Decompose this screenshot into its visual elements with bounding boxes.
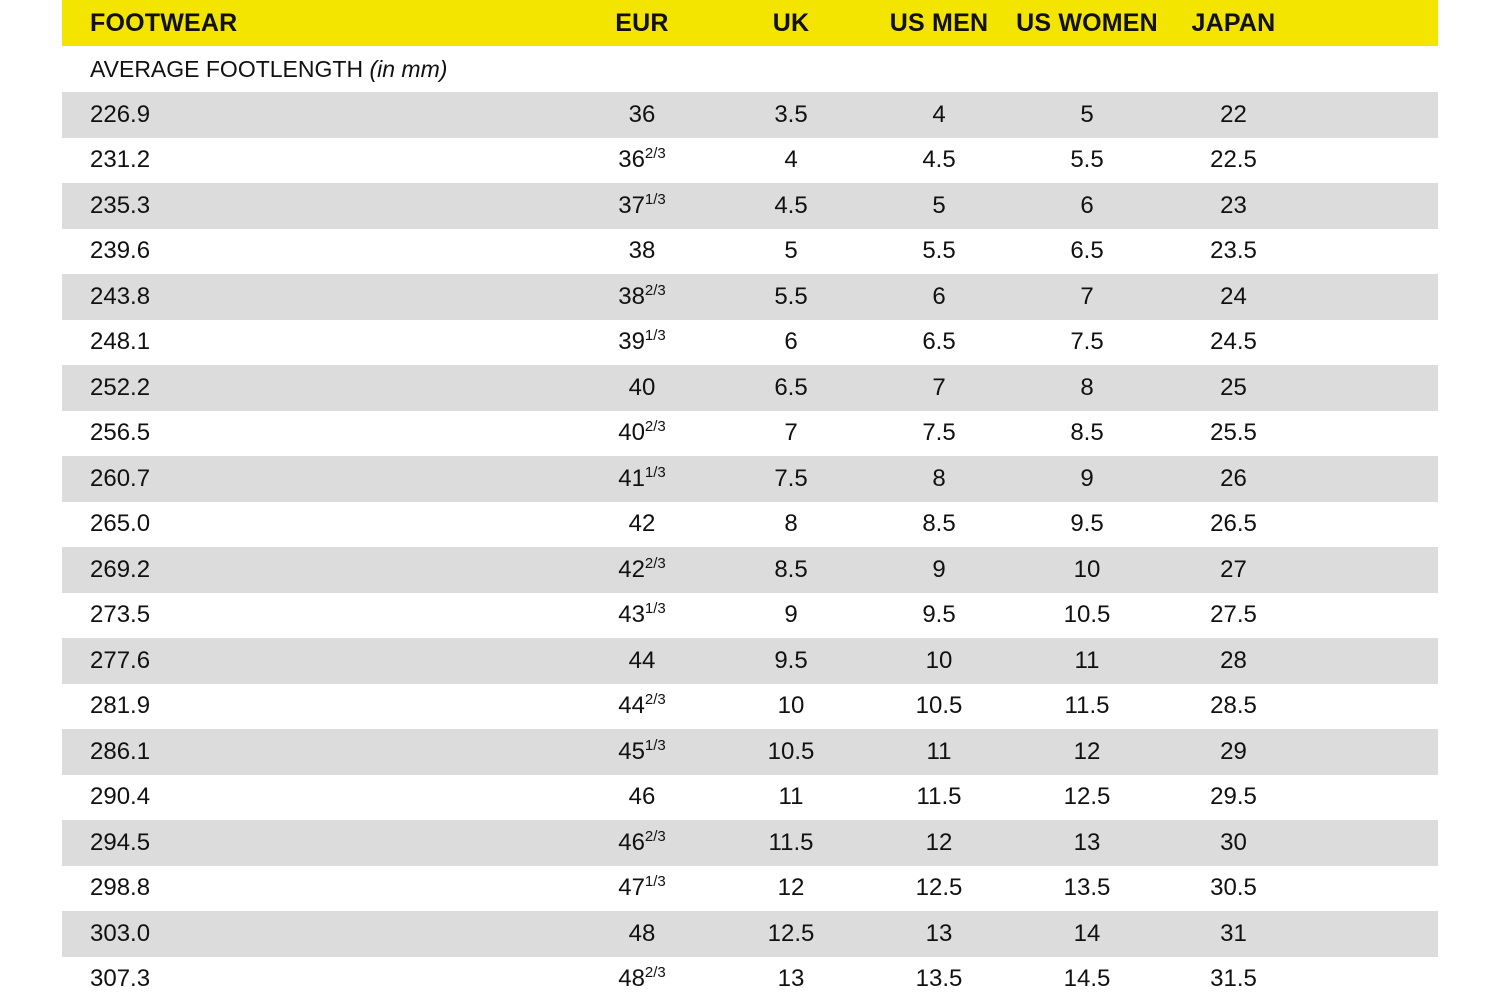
eur-size-value: 37 <box>618 192 645 219</box>
cell-japan: 30 <box>1161 820 1306 866</box>
cell-spacer <box>1306 365 1438 411</box>
cell-spacer <box>1306 638 1438 684</box>
eur-size-fraction: 2/3 <box>645 145 666 162</box>
cell-eur <box>567 365 717 411</box>
cell-eur <box>567 138 717 184</box>
eur-size-value: 45 <box>618 738 645 765</box>
cell-japan: 31.5 <box>1161 957 1306 1002</box>
cell-us-men: 5 <box>865 183 1013 229</box>
cell-footlength: 273.5 <box>62 593 567 639</box>
cell-us-men: 8 <box>865 456 1013 502</box>
subheader-row <box>62 46 1438 92</box>
cell-spacer <box>1306 729 1438 775</box>
cell-uk: 4 <box>717 138 865 184</box>
cell-japan: 22 <box>1161 92 1306 138</box>
cell-japan: 29 <box>1161 729 1306 775</box>
cell-japan: 22.5 <box>1161 138 1306 184</box>
table-row <box>62 911 1438 957</box>
column-header-uk: UK <box>717 0 865 46</box>
cell-footlength: 281.9 <box>62 684 567 730</box>
cell-japan: 28 <box>1161 638 1306 684</box>
cell-footlength: 277.6 <box>62 638 567 684</box>
cell-us-women: 11 <box>1013 638 1161 684</box>
cell-us-men: 7 <box>865 365 1013 411</box>
eur-size-value: 44 <box>629 647 656 674</box>
cell-footlength: 290.4 <box>62 775 567 821</box>
column-header-footwear: FOOTWEAR <box>62 0 567 46</box>
cell-eur <box>567 229 717 275</box>
cell-us-men: 11.5 <box>865 775 1013 821</box>
cell-japan: 25 <box>1161 365 1306 411</box>
cell-us-women: 7 <box>1013 274 1161 320</box>
table-row <box>62 547 1438 593</box>
cell-us-women: 14 <box>1013 911 1161 957</box>
cell-eur <box>567 729 717 775</box>
cell-uk: 5 <box>717 229 865 275</box>
cell-japan: 24.5 <box>1161 320 1306 366</box>
table-row <box>62 684 1438 730</box>
cell-us-men: 5.5 <box>865 229 1013 275</box>
eur-size-fraction: 1/3 <box>645 737 666 754</box>
cell-footlength: 265.0 <box>62 502 567 548</box>
table-header <box>62 0 1438 46</box>
cell-uk: 7.5 <box>717 456 865 502</box>
cell-us-men: 6 <box>865 274 1013 320</box>
eur-size-value: 38 <box>629 237 656 264</box>
cell-spacer <box>1306 593 1438 639</box>
cell-eur <box>567 638 717 684</box>
cell-us-women: 10 <box>1013 547 1161 593</box>
cell-us-women: 8.5 <box>1013 411 1161 457</box>
cell-spacer <box>1306 411 1438 457</box>
cell-eur <box>567 547 717 593</box>
cell-us-women: 11.5 <box>1013 684 1161 730</box>
cell-eur <box>567 866 717 912</box>
table-row <box>62 775 1438 821</box>
cell-eur <box>567 911 717 957</box>
table-row <box>62 274 1438 320</box>
cell-us-women: 8 <box>1013 365 1161 411</box>
eur-size-fraction: 2/3 <box>645 282 666 299</box>
cell-us-women: 10.5 <box>1013 593 1161 639</box>
column-header-spacer <box>1306 0 1438 46</box>
cell-spacer <box>1306 138 1438 184</box>
cell-us-women: 12 <box>1013 729 1161 775</box>
cell-uk: 10 <box>717 684 865 730</box>
cell-us-women: 13 <box>1013 820 1161 866</box>
table-row <box>62 92 1438 138</box>
cell-spacer <box>1306 92 1438 138</box>
table-row <box>62 593 1438 639</box>
cell-footlength: 231.2 <box>62 138 567 184</box>
table-row <box>62 183 1438 229</box>
cell-footlength: 298.8 <box>62 866 567 912</box>
cell-japan: 27.5 <box>1161 593 1306 639</box>
cell-us-women: 9.5 <box>1013 502 1161 548</box>
cell-uk: 3.5 <box>717 92 865 138</box>
cell-uk: 13 <box>717 957 865 1002</box>
cell-footlength: 239.6 <box>62 229 567 275</box>
table-row <box>62 411 1438 457</box>
header-row <box>62 0 1438 46</box>
cell-spacer <box>1306 957 1438 1002</box>
table-row <box>62 957 1438 1002</box>
cell-us-men: 10 <box>865 638 1013 684</box>
eur-size-value: 40 <box>629 374 656 401</box>
cell-us-women: 5.5 <box>1013 138 1161 184</box>
cell-us-men: 10.5 <box>865 684 1013 730</box>
cell-spacer <box>1306 320 1438 366</box>
eur-size-value: 48 <box>618 965 645 992</box>
cell-eur <box>567 957 717 1002</box>
average-footlength-text: AVERAGE FOOTLENGTH <box>90 56 369 82</box>
cell-us-women: 9 <box>1013 456 1161 502</box>
cell-us-women: 12.5 <box>1013 775 1161 821</box>
cell-footlength: 235.3 <box>62 183 567 229</box>
cell-uk: 5.5 <box>717 274 865 320</box>
cell-us-men: 11 <box>865 729 1013 775</box>
cell-spacer <box>1306 274 1438 320</box>
cell-footlength: 286.1 <box>62 729 567 775</box>
table-row <box>62 456 1438 502</box>
cell-us-men: 9.5 <box>865 593 1013 639</box>
cell-uk: 8 <box>717 502 865 548</box>
cell-footlength: 252.2 <box>62 365 567 411</box>
eur-size-value: 38 <box>618 283 645 310</box>
cell-footlength: 260.7 <box>62 456 567 502</box>
cell-spacer <box>1306 456 1438 502</box>
eur-size-value: 42 <box>618 556 645 583</box>
cell-us-men: 8.5 <box>865 502 1013 548</box>
cell-japan: 26 <box>1161 456 1306 502</box>
eur-size-fraction: 1/3 <box>645 464 666 481</box>
cell-us-men: 4.5 <box>865 138 1013 184</box>
cell-uk: 9.5 <box>717 638 865 684</box>
cell-eur <box>567 183 717 229</box>
cell-spacer <box>1306 866 1438 912</box>
cell-japan: 25.5 <box>1161 411 1306 457</box>
cell-eur <box>567 411 717 457</box>
table-row <box>62 229 1438 275</box>
table-row <box>62 638 1438 684</box>
cell-japan: 31 <box>1161 911 1306 957</box>
cell-eur <box>567 593 717 639</box>
eur-size-value: 36 <box>618 146 645 173</box>
cell-eur <box>567 820 717 866</box>
cell-footlength: 248.1 <box>62 320 567 366</box>
eur-size-value: 42 <box>629 510 656 537</box>
table-body <box>62 46 1438 1002</box>
cell-us-men: 9 <box>865 547 1013 593</box>
average-footlength-unit: (in mm) <box>369 56 447 82</box>
cell-us-women: 14.5 <box>1013 957 1161 1002</box>
cell-footlength: 303.0 <box>62 911 567 957</box>
eur-size-value: 47 <box>618 874 645 901</box>
cell-japan: 23.5 <box>1161 229 1306 275</box>
cell-us-men: 12.5 <box>865 866 1013 912</box>
eur-size-fraction: 2/3 <box>645 418 666 435</box>
cell-uk: 6 <box>717 320 865 366</box>
eur-size-value: 36 <box>629 101 656 128</box>
cell-japan: 26.5 <box>1161 502 1306 548</box>
cell-japan: 28.5 <box>1161 684 1306 730</box>
eur-size-fraction: 1/3 <box>645 191 666 208</box>
eur-size-fraction: 2/3 <box>645 555 666 572</box>
cell-spacer <box>1306 502 1438 548</box>
eur-size-value: 48 <box>629 920 656 947</box>
eur-size-fraction: 1/3 <box>645 327 666 344</box>
cell-japan: 29.5 <box>1161 775 1306 821</box>
average-footlength-label <box>62 46 1438 92</box>
table-row <box>62 866 1438 912</box>
cell-us-women: 5 <box>1013 92 1161 138</box>
cell-us-men: 6.5 <box>865 320 1013 366</box>
cell-footlength: 269.2 <box>62 547 567 593</box>
footwear-size-table <box>62 0 1438 1002</box>
column-header-us-women: US WOMEN <box>1013 0 1161 46</box>
eur-size-fraction: 1/3 <box>645 873 666 890</box>
cell-japan: 30.5 <box>1161 866 1306 912</box>
table-row <box>62 729 1438 775</box>
eur-size-fraction: 2/3 <box>645 691 666 708</box>
cell-uk: 10.5 <box>717 729 865 775</box>
cell-spacer <box>1306 229 1438 275</box>
cell-spacer <box>1306 183 1438 229</box>
cell-eur <box>567 502 717 548</box>
eur-size-fraction: 2/3 <box>645 964 666 981</box>
cell-footlength: 226.9 <box>62 92 567 138</box>
cell-us-men: 12 <box>865 820 1013 866</box>
cell-spacer <box>1306 775 1438 821</box>
cell-uk: 4.5 <box>717 183 865 229</box>
cell-uk: 8.5 <box>717 547 865 593</box>
cell-spacer <box>1306 684 1438 730</box>
eur-size-value: 46 <box>618 829 645 856</box>
table-row <box>62 138 1438 184</box>
cell-japan: 24 <box>1161 274 1306 320</box>
cell-eur <box>567 456 717 502</box>
column-header-japan: JAPAN <box>1161 0 1306 46</box>
cell-footlength: 243.8 <box>62 274 567 320</box>
table-row <box>62 320 1438 366</box>
cell-uk: 12.5 <box>717 911 865 957</box>
cell-us-women: 6.5 <box>1013 229 1161 275</box>
cell-us-men: 13.5 <box>865 957 1013 1002</box>
eur-size-value: 46 <box>629 783 656 810</box>
cell-footlength: 294.5 <box>62 820 567 866</box>
cell-us-men: 13 <box>865 911 1013 957</box>
eur-size-fraction: 1/3 <box>645 600 666 617</box>
table-row <box>62 502 1438 548</box>
eur-size-value: 44 <box>618 692 645 719</box>
cell-spacer <box>1306 820 1438 866</box>
cell-eur <box>567 775 717 821</box>
table-row <box>62 820 1438 866</box>
cell-japan: 27 <box>1161 547 1306 593</box>
cell-footlength: 307.3 <box>62 957 567 1002</box>
cell-us-men: 4 <box>865 92 1013 138</box>
column-header-us-men: US MEN <box>865 0 1013 46</box>
cell-uk: 12 <box>717 866 865 912</box>
eur-size-value: 41 <box>618 465 645 492</box>
eur-size-value: 39 <box>618 328 645 355</box>
cell-us-women: 7.5 <box>1013 320 1161 366</box>
cell-japan: 23 <box>1161 183 1306 229</box>
cell-uk: 6.5 <box>717 365 865 411</box>
eur-size-value: 43 <box>618 601 645 628</box>
cell-eur <box>567 684 717 730</box>
eur-size-value: 40 <box>618 419 645 446</box>
cell-us-men: 7.5 <box>865 411 1013 457</box>
cell-eur <box>567 320 717 366</box>
cell-footlength: 256.5 <box>62 411 567 457</box>
cell-us-women: 6 <box>1013 183 1161 229</box>
cell-uk: 11.5 <box>717 820 865 866</box>
cell-spacer <box>1306 547 1438 593</box>
cell-us-women: 13.5 <box>1013 866 1161 912</box>
column-header-eur: EUR <box>567 0 717 46</box>
cell-eur <box>567 92 717 138</box>
cell-uk: 7 <box>717 411 865 457</box>
cell-uk: 9 <box>717 593 865 639</box>
cell-uk: 11 <box>717 775 865 821</box>
cell-eur <box>567 274 717 320</box>
cell-spacer <box>1306 911 1438 957</box>
table-row <box>62 365 1438 411</box>
eur-size-fraction: 2/3 <box>645 828 666 845</box>
